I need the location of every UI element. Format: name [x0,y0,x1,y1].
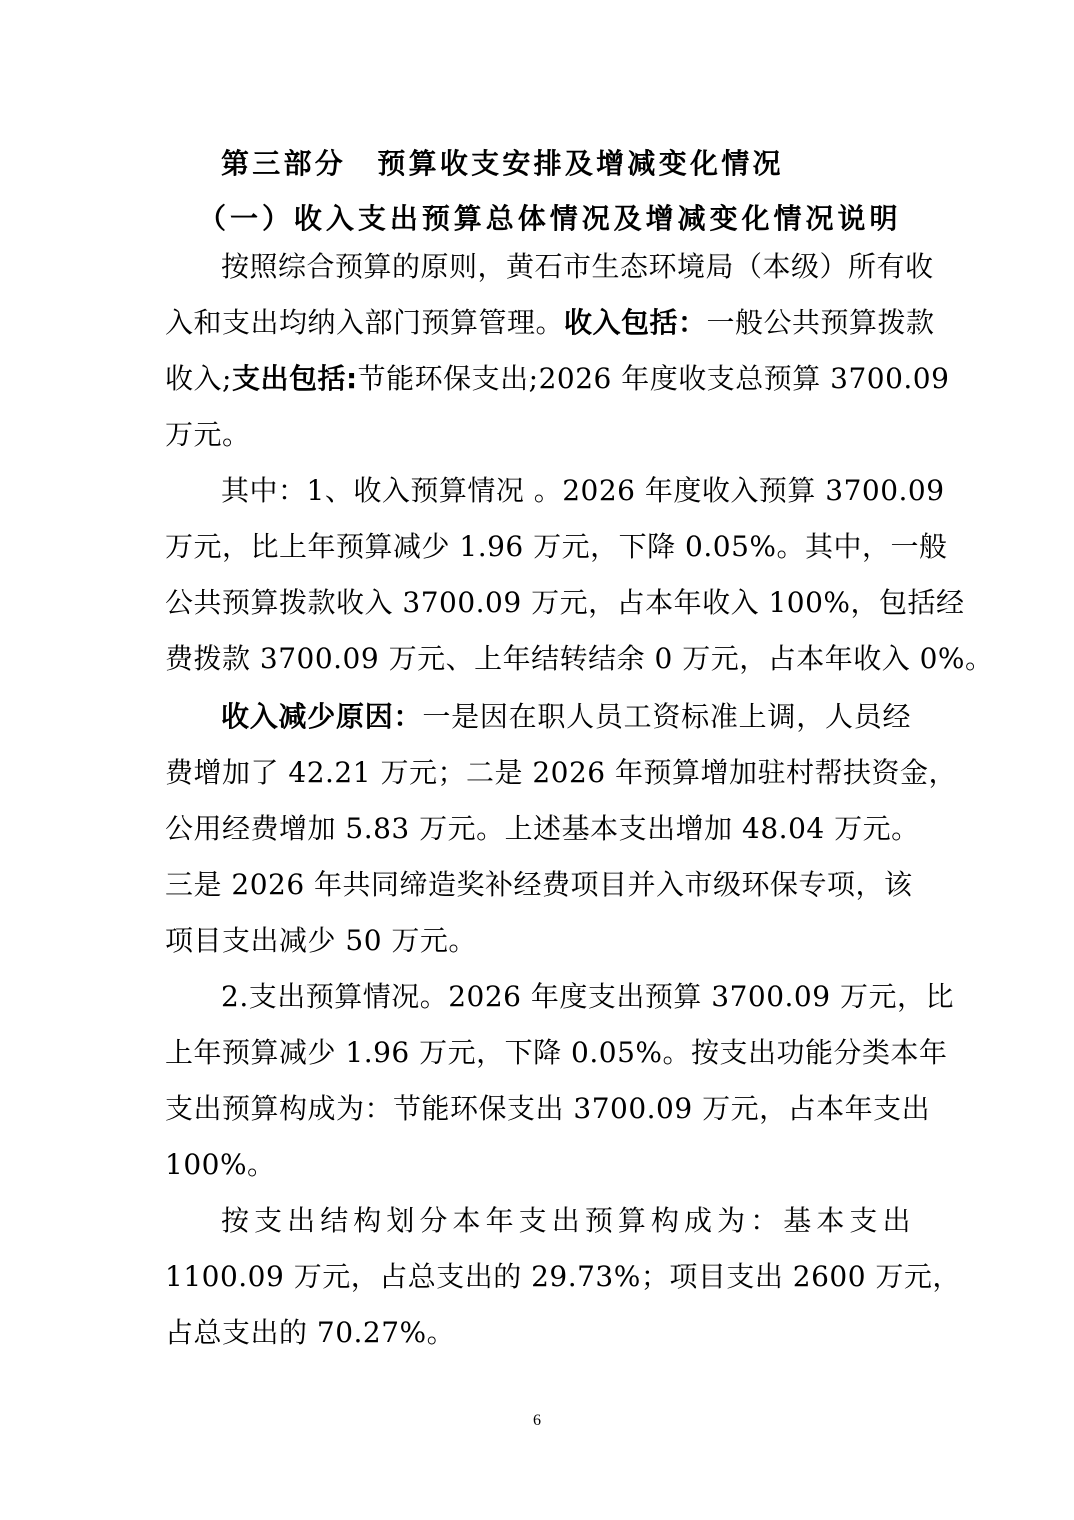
paragraph-line: 1100.09 万元，占总支出的 29.73%；项目支出 2600 万元， [165,1260,961,1293]
bold-label-reason: 收入减少原因： [221,700,423,733]
paragraph-line [165,294,935,352]
paragraph-line [165,350,950,408]
paragraph-line: 2.支出预算情况。2026 年度支出预算 3700.09 万元，比 [221,980,954,1013]
paragraph-line: 按照综合预算的原则，黄石市生态环境局（本级）所有收 [221,250,934,283]
paragraph-line: 支出预算构成为：节能环保支出 3700.09 万元，占本年支出 [165,1092,931,1125]
paragraph-line: 占总支出的 70.27%。 [165,1316,456,1349]
text-run: 节能环保支出;2026 年度收支总预算 3700.09 [357,362,950,395]
paragraph-line: 万元。 [165,418,251,451]
text-run: 收入; [165,362,232,395]
paragraph-line: 按支出结构划分本年支出预算构成为：基本支出 [221,1204,911,1237]
paragraph-line: 其中：1、收入预算情况 。2026 年度收入预算 3700.09 [221,474,945,507]
text-run: 一是因在职人员工资标准上调，人员经 [422,700,911,733]
paragraph-line: 上年预算减少 1.96 万元，下降 0.05%。按支出功能分类本年 [165,1036,948,1069]
paragraph-line: 项目支出减少 50 万元。 [165,924,477,957]
paragraph-line: 100%。 [165,1148,276,1181]
paragraph-line: 公用经费增加 5.83 万元。上述基本支出增加 48.04 万元。 [165,812,920,845]
bold-label-income: 收入包括： [564,306,707,339]
text-run: 一般公共预算拨款 [706,306,935,339]
paragraph-line [221,688,911,746]
paragraph-line: 万元，比上年预算减少 1.96 万元，下降 0.05%。其中，一般 [165,530,948,563]
paragraph-line: 三是 2026 年共同缔造奖补经费项目并入市级环保专项，该 [165,868,913,901]
subsection-heading: （一）收入支出预算总体情况及增减变化情况说明 [198,202,898,235]
section-heading: 第三部分 预算收支安排及增减变化情况 [221,147,781,180]
paragraph-line: 费拨款 3700.09 万元、上年结转结余 0 万元，占本年收入 0%。 [165,642,994,675]
paragraph-line: 费增加了 42.21 万元；二是 2026 年预算增加驻村帮扶资金， [165,756,958,789]
paragraph-line: 公共预算拨款收入 3700.09 万元，占本年收入 100%，包括经 [165,586,965,619]
bold-label-expenditure: 支出包括: [231,362,358,395]
page-number: 6 [533,1412,541,1429]
text-run: 入和支出均纳入部门预算管理。 [165,306,565,339]
